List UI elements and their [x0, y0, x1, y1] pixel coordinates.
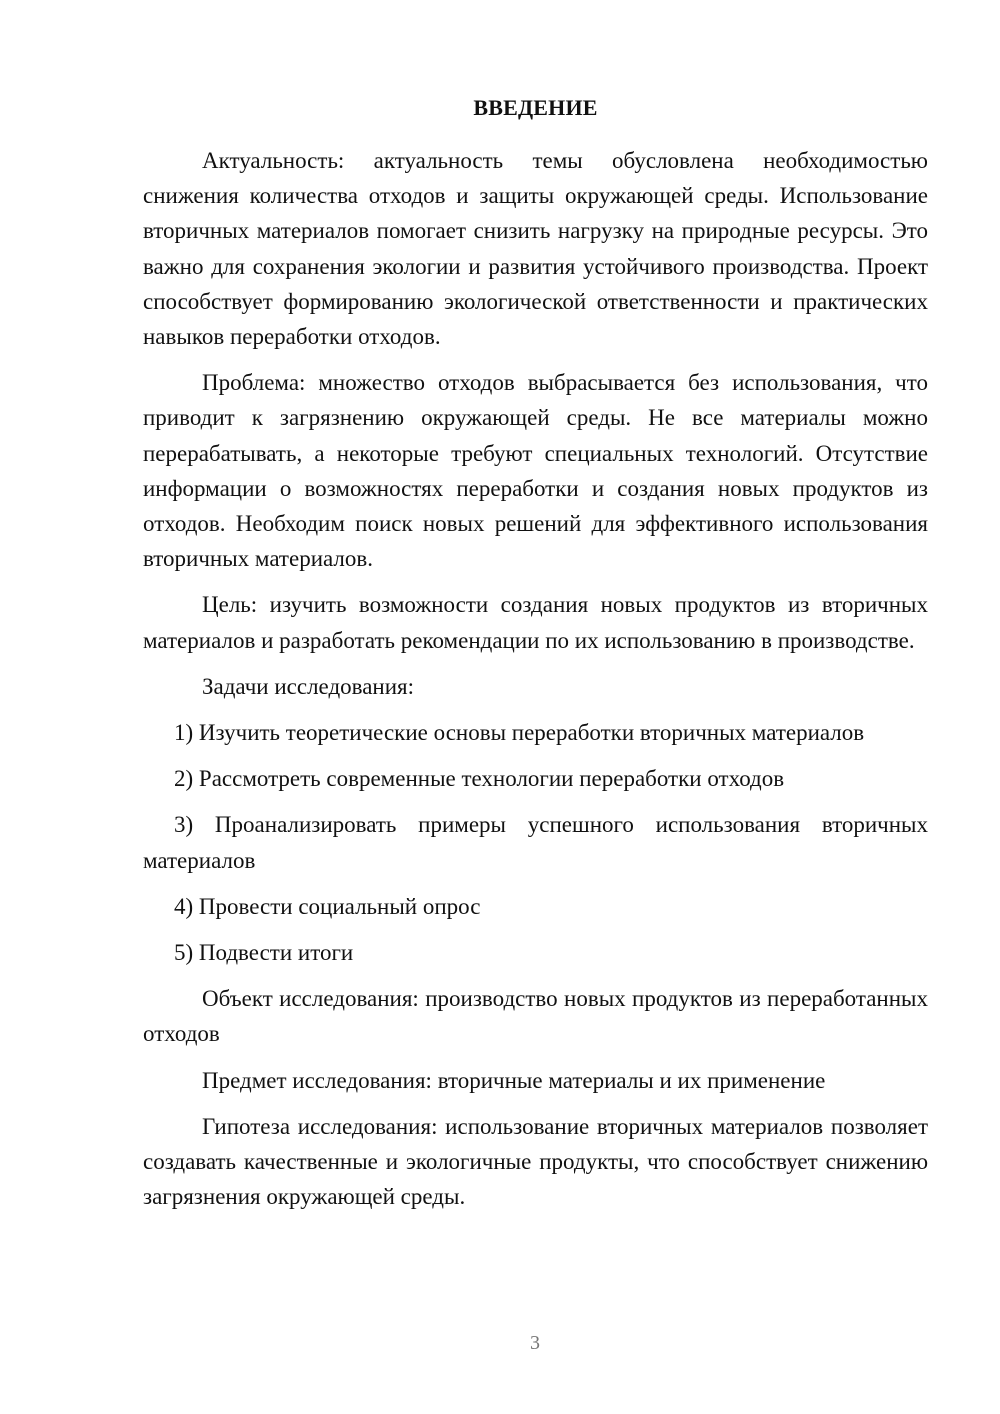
hypothesis-paragraph: Гипотеза исследования: использование вторичных материалов позволяет создавать качественные и экологичные продукты, что способствует снижению загрязнения окружающей среды. — [143, 1113, 928, 1210]
page-title: ВВЕДЕНИЕ — [473, 95, 598, 120]
goal-paragraph: Цель: изучить возможности создания новых продуктов из вторичных материалов и разработать рекомендации по их использованию в производстве. — [143, 592, 928, 653]
page-number: 3 — [530, 1332, 540, 1354]
subject-paragraph: Предмет исследования: вторичные материалы и их применение — [202, 1067, 826, 1093]
object-paragraph: Объект исследования: производство новых продуктов из переработанных отходов — [143, 986, 928, 1047]
tasks-heading: Задачи исследования: — [202, 673, 415, 699]
problem-paragraph: Проблема: множество отходов выбрасывается без использования, что приводит к загрязнению окружающей среды. Не все материалы можно перерабатывать, а некоторые требуют специальных технологий. Отсутствие информации о возможностях переработки и создания новых продуктов из отходов. Необходим поиск новых решений для эффективного использования вторичных материалов. — [143, 370, 928, 572]
relevance-paragraph: Актуальность: актуальность темы обусловлена необходимостью снижения количества отходов и защиты окружающей среды. Использование вторичных материалов помогает снизить нагрузку на природные ресурсы. Это важно для сохранения экологии и развития устойчивого производства. Проект способствует формированию экологической ответственности и практических навыков переработки отходов. — [143, 148, 928, 350]
task-item-5: 5) Подвести итоги — [174, 940, 354, 966]
page-content — [143, 93, 928, 1225]
task-item-4: 4) Провести социальный опрос — [174, 893, 481, 919]
task-item-1: 1) Изучить теоретические основы переработки вторичных материалов — [174, 720, 865, 746]
task-item-2: 2) Рассмотреть современные технологии переработки отходов — [174, 766, 785, 792]
task-item-3: 3) Проанализировать примеры успешного использования вторичных материалов — [143, 812, 928, 873]
